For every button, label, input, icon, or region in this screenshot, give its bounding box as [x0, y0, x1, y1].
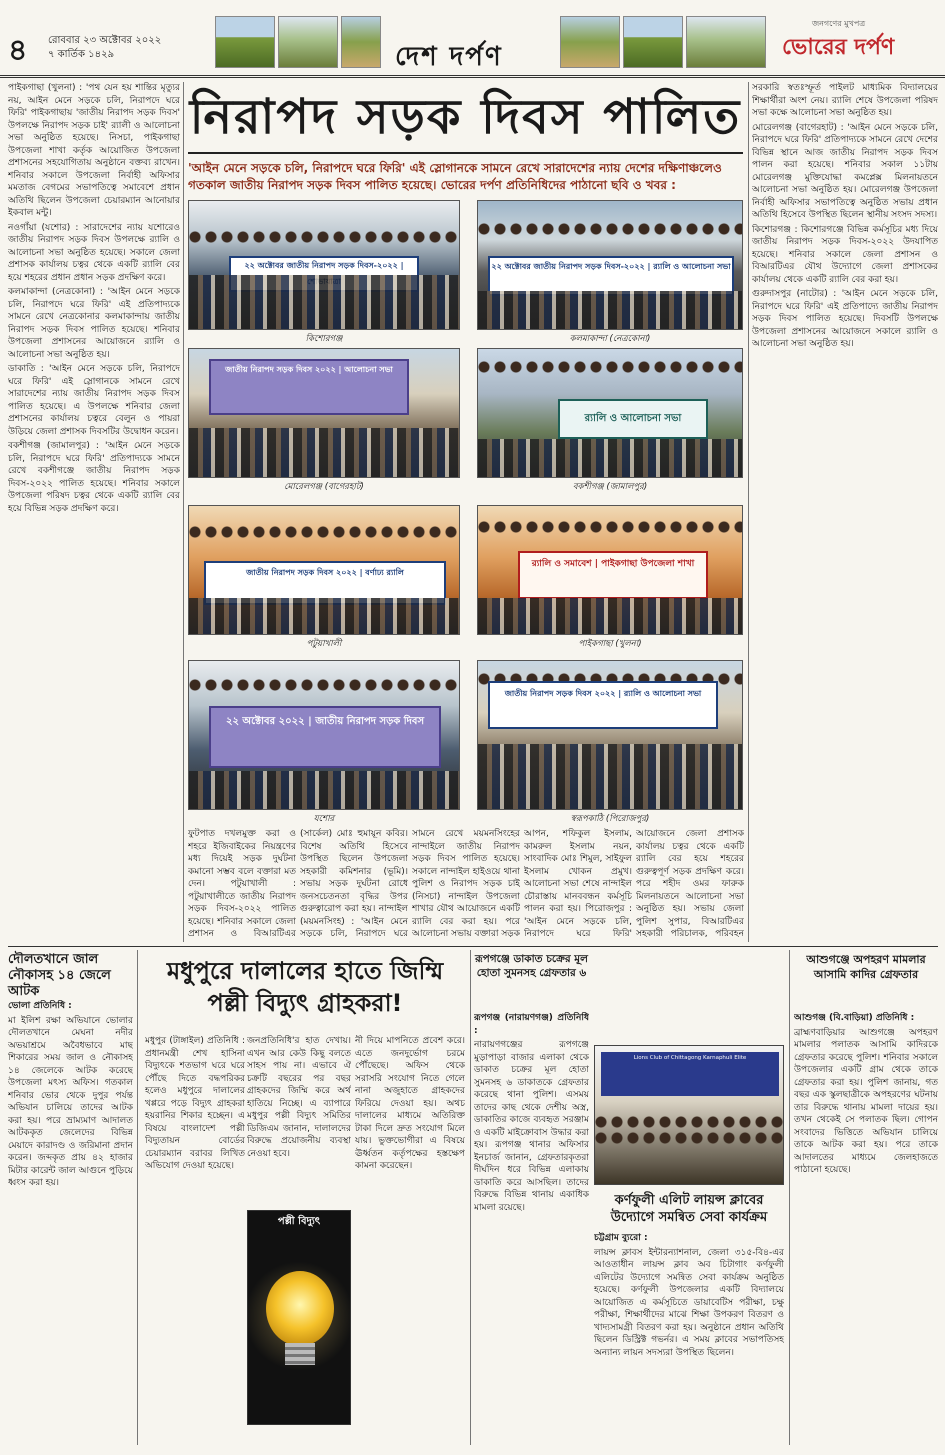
photo-caption: কিশোরগঞ্জ	[305, 334, 343, 344]
photo-banner: র‍্যালি ও আলোচনা সভা	[558, 399, 708, 439]
column-rule	[183, 82, 184, 942]
rupganj-headline: রূপগঞ্জে ডাকাত চক্রের মূল হোতা সুমনসহ গ্রেফতার ৬	[475, 953, 588, 979]
date-block	[48, 34, 161, 62]
photo-banner: ২২ অক্টোবর জাতীয় নিরাপদ সড়ক দিবস-২০২২ |	[229, 256, 419, 292]
photo-banner: জাতীয় নিরাপদ সড়ক দিবস ২০২২ | র‍্যালি ও আলোচনা সভা	[488, 681, 718, 729]
brand-tagline: জনগণের মুখপত্র	[812, 19, 866, 28]
photo-banner: জাতীয় নিরাপদ সড়ক দিবস ২০২২ | আলোচনা সভা	[209, 359, 409, 415]
photo-bakshiganj	[477, 348, 743, 478]
lions-byline: চট্টগ্রাম ব্যুরো :	[594, 1233, 648, 1243]
photo-caption: বকশীগঞ্জ (জামালপুর)	[572, 482, 648, 492]
photo-banner: র‍্যালি ও সমাবেশ | পাইকগাছা উপজেলা শাখা	[518, 551, 708, 599]
ashuganj-byline: আশুগঞ্জ (বি.বাড়িয়া) প্রতিনিধি :	[794, 1013, 915, 1023]
photo-caption: পাইকগাছা (খুলনা)	[578, 639, 642, 649]
lead-right-paragraph: সরকারি স্বতঃস্ফূর্ত পাইলট মাধ্যমিক বিদ্যালয়ের শিক্ষার্থীরা অংশ নেয়। র‍্যালি শেষে উপজেলা পরিষদ সভা কক্ষে আলোচনা সভা অনুষ্ঠিত হয়।	[752, 83, 938, 118]
lead-bottom-column: ফুটপাত দখলমুক্ত করা ও শহরে ইজিবাইকের নিয়ন্ত্রণের মধ্য দিয়েই সড়ক দুর্ঘটনা কমানো সম্ভব বলে বক্তারা মত দেন। পটুয়াখালী : পটুয়াখালীতে জাতীয় নিরাপদ সড়ক দিবস-২০২২ পালিত হয়েছে। শনিবার সকালে জেলা প্রশাসন ও বিআরটিএর	[188, 829, 296, 939]
photo-kalmakanda	[477, 200, 743, 330]
photo-swarupkathi	[477, 660, 743, 810]
lead-bottom-column: (সার্কেল) মোঃ হুমায়ূন কবির। বিশেষ অতিথি হিসেবে উপস্থিত ছিলেন উপজেলা সহকারী কমিশনার (ভূমি)। সভায় সড়ক দুর্ঘটনা রোধে জনসচেতনতা বৃদ্ধির উপর গুরুত্বারোপ করা হয়। নান্দাইল (ময়মনসিংহ) : 'আইন মেনে সড়কে চলি, নিরাপদে ঘরে	[300, 829, 408, 939]
lead-left-column	[8, 82, 180, 942]
masthead-photo-strip	[623, 16, 683, 68]
column-rule	[789, 950, 790, 1445]
madhupur-column: মধুপুর (টাঙ্গাইল) প্রতিনিধি : প্রধানমন্ত্রী শেখ হাসিনা বিদ্যুৎকে শতভাগ ঘরে ঘরে পৌঁছে দিতে বদ্ধপরিকর হলেও মধুপুরে দালালের খপ্পরে পড়ে বিদ্যুৎ গ্রাহকরা হয়রানির শিকার হচ্ছেন। এ বিষয়ে বাংলাদেশ পল্লী বিদ্যুতায়ন বোর্ডের চেয়ারম্যান বরাবর লিখিত অভিযোগ দেওয়া হয়েছে।	[145, 1036, 245, 1171]
lead-intro: 'আইন মেনে সড়কে চলি, নিরাপদে ঘরে ফিরি' এই স্লোগানকে সামনে রেখে সারাদেশের ন্যায় দেশের দক্ষিণাঞ্চলেও গতকাল জাতীয় নিরাপদ সড়ক দিবস পালিত হয়েছে। ভোরের দর্পণ প্রতিনিধিদের পাঠানো ছবি ও খবর :	[188, 161, 722, 192]
lead-right-column	[752, 82, 938, 942]
masthead	[0, 0, 945, 78]
lead-right-paragraph: গুরুদাসপুর (নাটোর) : 'আইন মেনে সড়কে চলি, নিরাপদে ঘরে ফিরি' এই প্রতিপাদ্যে জাতীয় নিরাপদ সড়ক দিবস পালিত হয়েছে। দিবসটি উপলক্ষে উপজেলা প্রশাসনের আয়োজনে সকালে র‍্যালি ও আলোচনা সভা অনুষ্ঠিত হয়।	[752, 289, 938, 349]
photo-morrelganj	[188, 348, 460, 478]
photo-banner: জাতীয় নিরাপদ সড়ক দিবস ২০২২ | বর্ণাঢ্য র‍্যালি	[204, 561, 446, 605]
section-rule	[8, 946, 938, 947]
doulatkhan-text: মা ইলিশ রক্ষা অভিযানে ভোলার দৌলতখানে মেঘনা নদীর অভয়াশ্রমে অবৈধভাবে মাছ শিকারের সময় জাল ও নৌকাসহ ১৪ জেলেকে আটক করেছে উপজেলা মৎস্য অফিস। গতকাল শনিবার ভোর থেকে দুপুর পর্যন্ত অভিযান চালিয়ে তাদের আটক করা হয়। পরে ভ্রাম্যমাণ আদালত আটককৃত জেলেদের বিভিন্ন মেয়াদে কারাদণ্ড ও জরিমানা প্রদান করেন। জব্দকৃত প্রায় ৪২ হাজার মিটার কারেন্ট জাল আগুনে পুড়িয়ে ধ্বংস করা হয়।	[8, 1015, 133, 1188]
lead-bottom-column: আপন, শফিকুল ইসলাম, কামরুল ইসলাম নয়ন, সাংবাদিক মোঃ শিমুল, সাইফুল ইসলাম খোকন প্রমুখ। আলোচনা সভা শেষে নান্দাইল চৌরাস্তায় মানববন্ধন কর্মসূচি পালন করা হয়। পিরোজপুর : 'আইন মেনে সড়কে চলি, নিরাপদে ঘরে ফিরি'	[524, 829, 632, 939]
photo-paikgachha	[477, 505, 743, 635]
ashuganj-headline: আশুগঞ্জে অপহরণ মামলার আসামি কাদির গ্রেফতার	[806, 953, 926, 981]
lions-club-photo	[594, 1045, 784, 1185]
photo-patuakhali	[188, 505, 460, 635]
photo-kishoreganj	[188, 200, 460, 330]
column-rule	[748, 82, 749, 942]
masthead-photo-strip	[686, 16, 766, 68]
column-rule	[137, 950, 138, 1445]
photo-caption: কলমাকান্দা (নেত্রকোনা)	[569, 334, 651, 344]
date-line-2: ৭ কার্তিক ১৪২৯	[48, 49, 115, 60]
photo-caption: পটুয়াখালী	[306, 639, 342, 649]
madhupur-headline: মধুপুরে দালালের হাতে জিম্মি পল্লী বিদ্যুৎ গ্রাহকরা!	[166, 957, 444, 1017]
section-title: দেশ দর্পণ	[395, 42, 503, 72]
rupganj-byline: রূপগঞ্জ (নারায়ণগঞ্জ) প্রতিনিধি :	[474, 1013, 589, 1036]
masthead-photo-strip	[215, 16, 275, 68]
masthead-photo-strip	[341, 16, 381, 68]
madhupur-column: জনপ্রতিনিধি'র হাত দেখায়। এখন আর কেউ কিছু বলতে সাহস পায় না। এভাবে ঐ চক্রটি বছরের পর বছর গ্রাহকদের জিম্মি করে অর্থ হাতিয়ে নিচ্ছে। এ ব্যাপারে মধুপুর পল্লী বিদ্যুৎ সমিতির ডিজিএম জানান, দালালদের বিরুদ্ধে প্রয়োজনীয় ব্যবস্থা নেওয়া হবে।	[247, 1036, 351, 1159]
lead-left-paragraph: কলমাকান্দা (নেত্রকোনা) : 'আইন মেনে সড়কে চলি, নিরাপদে ঘরে ফিরি' এই প্রতিপাদ্যকে সামনে রেখে নেত্রকোনার কলমাকান্দায় জাতীয় নিরাপদ সড়ক দিবস পালিত হয়েছে। শনিবার উপজেলা প্রশাসনের আয়োজনে র‍্যালি ও আলোচনা সভা অনুষ্ঠিত হয়।	[8, 287, 180, 360]
lead-left-paragraph: বকশীগঞ্জ (জামালপুর) : 'আইন মেনে সড়কে চলি, নিরাপদে ঘরে ফিরি' প্রতিপাদ্যকে সামনে রেখে বকশীগঞ্জে জাতীয় নিরাপদ সড়ক দিবস-২০২২ পালিত হয়েছে। শনিবার সকালে উপজেলা পরিষদ চত্বর থেকে একটি র‍্যালি বের হয়ে বিভিন্ন সড়ক প্রদক্ষিণ করে।	[8, 441, 180, 514]
ashuganj-body	[794, 1012, 938, 1440]
doulatkhan-headline: দৌলতখানে জাল নৌকাসহ ১৪ জেলে আটক	[8, 952, 111, 999]
brand-logo: ভোরের দর্পণ	[782, 34, 895, 60]
rupganj-body	[474, 1012, 589, 1440]
lead-bottom-column: সামনে রেখে ময়মনসিংহের নান্দাইলে জাতীয় নিরাপদ সড়ক দিবস পালিত হয়েছে। সকালে নান্দাইল হাইওয়ে থানা পুলিশ ও নিরাপদ সড়ক চাই (নিসচা) নান্দাইল উপজেলা শাখার যৌথ আয়োজনে একটি র‍্যালি বের করা হয়। পরে আলোচনা সভায় বক্তারা সড়ক	[412, 829, 520, 939]
ashuganj-text: ব্রাহ্মণবাড়িয়ার আশুগঞ্জে অপহরণ মামলার পলাতক আসামি কাদিরকে গ্রেফতার করেছে পুলিশ। শনিবার সকালে উপজেলার একটি গ্রাম থেকে তাকে গ্রেফতার করা হয়। পুলিশ জানায়, গত বছর এক স্কুলছাত্রীকে অপহরণের ঘটনায় তার বিরুদ্ধে থানায় মামলা দায়ের হয়। তখন থেকেই সে পলাতক ছিল। গোপন সংবাদের ভিত্তিতে অভিযান চালিয়ে তাকে আটক করা হয়। পরে তাকে আদালতের মাধ্যমে জেলহাজতে পাঠানো হয়েছে।	[794, 1027, 938, 1175]
rupganj-text: নারায়ণগঞ্জের রূপগঞ্জে মুড়াপাড়া বাজার এলাকা থেকে ডাকাত চক্রের মূল হোতা সুমনসহ ৬ ডাকাতকে গ্রেফতার করেছে থানা পুলিশ। এসময় তাদের কাছ থেকে দেশীয় অস্ত্র, ডাকাতির কাজে ব্যবহৃত সরঞ্জাম ও একটি মাইক্রোবাস উদ্ধার করা হয়। রূপগঞ্জ থানার অফিসার ইনচার্জ জানান, গ্রেফতারকৃতরা দীর্ঘদিন ধরে বিভিন্ন এলাকায় ডাকাতি করে আসছিল। তাদের বিরুদ্ধে বিভিন্ন থানায় একাধিক মামলা রয়েছে।	[474, 1040, 589, 1213]
lions-headline: কর্ণফুলী এলিট লায়ন্স ক্লাবের উদ্যোগে সমন্বিত সেবা কার্যক্রম	[610, 1193, 768, 1225]
lead-right-paragraph: কিশোরগঞ্জ : কিশোরগঞ্জে বিভিন্ন কর্মসূচির মধ্য দিয়ে জাতীয় নিরাপদ সড়ক দিবস-২০২২ উদযাপিত হয়েছে। শনিবার সকালে জেলা প্রশাসন ও বিআরটিএর যৌথ উদ্যোগে জেলা প্রশাসকের কার্যালয় থেকে একটি র‍্যালি বের করা হয়।	[752, 224, 938, 285]
doulatkhan-byline: ভোলা প্রতিনিধি :	[8, 1001, 72, 1011]
lead-headline: নিরাপদ সড়ক দিবস পালিত	[188, 82, 743, 154]
photo-banner: Lions Club of Chittagong Karnaphuli Elite	[601, 1052, 779, 1096]
date-line-1: রোববার ২৩ অক্টোবর ২০২২	[48, 35, 162, 46]
madhupur-column: নী দিয়ে মাপনিতে প্রবেশ করে। এতে জনদুর্ভোগ চরমে পৌঁছেছে। অফিস থেকে সরাসরি সংযোগ নিতে গেলে নানা অজুহাতে গ্রাহকদের ফিরিয়ে দেওয়া হয়। অথচ দালালের মাধ্যমে অতিরিক্ত টাকা দিলে দ্রুত সংযোগ মিলে যায়। ভুক্তভোগীরা এ বিষয়ে ঊর্ধ্বতন কর্তৃপক্ষের হস্তক্ষেপ কামনা করেছেন।	[355, 1036, 465, 1171]
photo-caption: যশোর	[313, 814, 335, 824]
lead-right-paragraph: মোরেলগঞ্জ (বাগেরহাট) : 'আইন মেনে সড়কে চলি, নিরাপদে ঘরে ফিরি' প্রতিপাদ্যকে সামনে রেখে দেশের বিভিন্ন স্থানে আজ জাতীয় নিরাপদ সড়ক দিবস পালন করা হয়েছে। শনিবার সকাল ১১টায় মোরেলগঞ্জ মুক্তিযোদ্ধা কমপ্লেক্স মিলনায়তনে আলোচনা সভা অনুষ্ঠিত হয়। মোরেলগঞ্জ উপজেলা নির্বাহী অফিসার সভাপতিত্বে অনুষ্ঠিত সভায় প্রধান অতিথি হিসেবে উপস্থিত ছিলেন স্থানীয় সংসদ সদস্য।	[752, 122, 938, 220]
lightbulb-icon	[266, 1271, 334, 1346]
column-rule	[470, 950, 471, 1445]
lead-left-paragraph: পাইকগাছা (খুলনা) : 'পথ যেন হয় শান্তির মৃত্যুর নয়, আইন মেনে সড়কে চলি, নিরাপদে ঘরে ফিরি' পাইকগাছায় 'জাতীয় নিরাপদ সড়ক দিবস' উপলক্ষে নিরাপদ সড়ক চাই' র‍্যালী ও আলোচনা সভা অনুষ্ঠিত হয়েছে। নিসচা, পাইকগাছা উপজেলা শাখা কর্তৃক আয়োজিত উপজেলা প্রশাসনের সহযোগিতায় অনুষ্ঠানে বক্তব্য রাখেন। শনিবার সকালে উপজেলা নির্বাহী অফিসার মমতাজ বেগমের সভাপতিত্বে সমাবেশে প্রধান অতিথি ছিলেন উপজেলা চেয়ারম্যান আনোয়ার ইকবাল মন্টু।	[8, 83, 180, 218]
electric-bulb-image	[247, 1210, 351, 1425]
photo-banner: ২২ অক্টোবর ২০২২ | জাতীয় নিরাপদ সড়ক দিবস	[209, 706, 441, 768]
lions-text: লায়ন্স ক্লাবস ইন্টারন্যাশনাল, জেলা ৩১৫-বি৪-এর আওতাধীন লায়ন্স ক্লাব অব চিটাগাং কর্ণফুলী এলিটের উদ্যোগে সমন্বিত সেবা কার্যক্রম অনুষ্ঠিত হয়েছে। কর্ণফুলী উপজেলার একটি বিদ্যালয়ে আয়োজিত এ কর্মসূচিতে ডায়াবেটিস পরীক্ষা, চক্ষু পরীক্ষা, শিক্ষার্থীদের মাঝে শিক্ষা উপকরণ বিতরণ ও খাদ্যসামগ্রী বিতরণ করা হয়। অনুষ্ঠানে প্রধান অতিথি ছিলেন ডিস্ট্রিক্ট গভর্নর। এ সময় ক্লাবের সভাপতিসহ অন্যান্য লায়ন সদস্যরা উপস্থিত ছিলেন।	[594, 1247, 784, 1358]
doulatkhan-body	[8, 1000, 133, 1440]
page-number: ৪	[8, 33, 28, 68]
photo-caption: মোরেলগঞ্জ (বাগেরহাট)	[284, 482, 364, 492]
lions-body	[594, 1232, 784, 1440]
photo-banner: ২২ অক্টোবর জাতীয় নিরাপদ সড়ক দিবস-২০২২ | র‍্যালি ও আলোচনা সভা	[488, 256, 734, 296]
lead-bottom-column: আয়োজনে জেলা প্রশাসক কার্যালয় চত্বর থেকে একটি র‍্যালি বের হয়ে শহরের গুরুত্বপূর্ণ সড়ক প্রদক্ষিণ করে। পরে শহীদ ওমর ফারুক মিলনায়তনে আলোচনা সভা অনুষ্ঠিত হয়। সভায় জেলা পুলিশ সুপার, বিআরটিএর সহকারী পরিচালক, পরিবহন	[636, 829, 744, 939]
masthead-photo-strip	[560, 16, 620, 68]
lead-left-paragraph: নওগাঁয়া (যশোর) : সারাদেশের ন্যায় যশোরেও জাতীয় নিরাপদ সড়ক দিবস উপলক্ষে র‍্যালি ও আলোচনা সভা অনুষ্ঠিত হয়েছে। সকালে জেলা প্রশাসক কার্যালয় চত্বর থেকে একটি র‍্যালি বের হয়ে শহরের প্রধান প্রধান সড়ক প্রদক্ষিণ করে।	[8, 222, 180, 283]
photo-caption: স্বরূপকাঠি (পিরোজপুর)	[570, 814, 650, 824]
lead-left-paragraph: ডাকাতি : 'আইন মেনে সড়কে চলি, নিরাপদে ঘরে ফিরি' এই স্লোগানকে সামনে রেখে সারাদেশের ন্যায় জাতীয় নিরাপদ সড়ক দিবস পালিত হয়েছে। এ উপলক্ষে শনিবার জেলা প্রশাসনের কার্যালয় চত্বরে বেলুন ও পায়রা উড়িয়ে জেলা প্রশাসক দিবসটির উদ্বোধন করেন।	[8, 364, 180, 437]
photo-jashore	[188, 660, 460, 810]
masthead-photo-strip	[278, 16, 338, 68]
bulb-image-label: পল্লী বিদ্যুৎ	[277, 1216, 321, 1227]
